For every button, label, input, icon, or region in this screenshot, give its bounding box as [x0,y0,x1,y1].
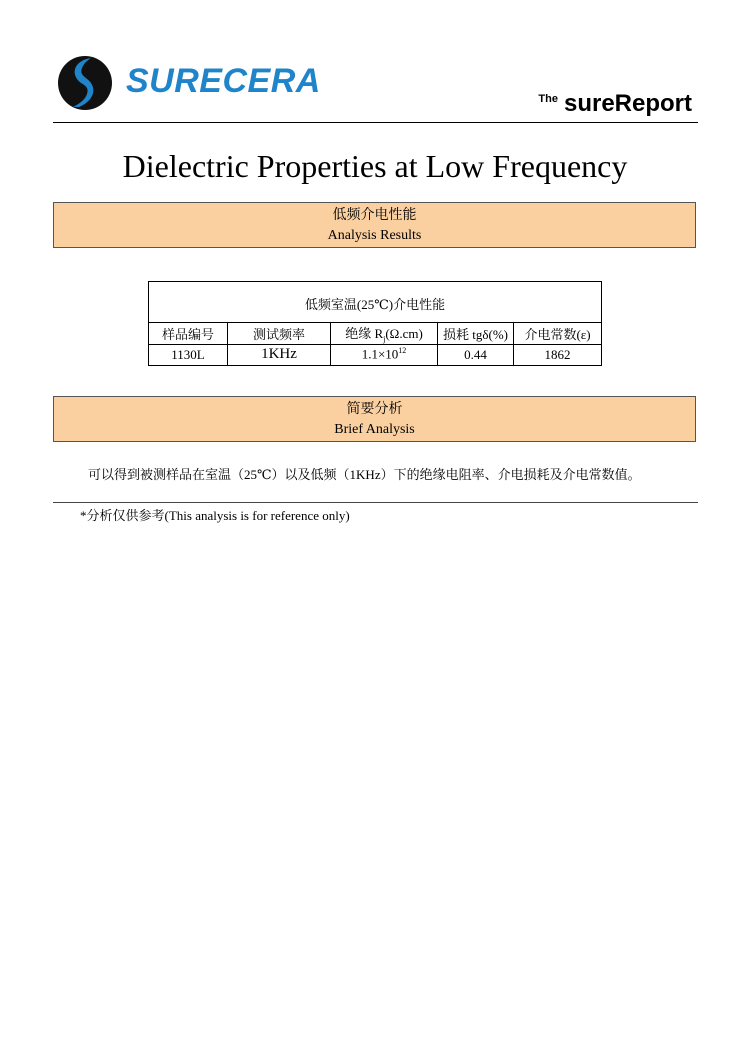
report-prefix: The [538,93,558,105]
table-caption: 低频室温(25℃)介电性能 [149,282,602,323]
brand-name: SURECERA [126,62,321,100]
report-header [53,48,698,123]
section-title-en: Brief Analysis [334,422,415,437]
cell-sample: 1130L [149,344,228,365]
header-sample: 样品编号 [149,323,228,345]
resistivity-value: 1.1×10 [361,346,399,362]
footnote: *分析仅供参考(This analysis is for reference only) [80,508,350,523]
section-title-en: Analysis Results [327,228,422,243]
resistivity-unit: (Ω.cm) [385,326,423,341]
header-frequency: 测试频率 [228,323,331,345]
table-row [149,344,602,365]
resistivity-exponent: 12 [398,346,407,356]
section-brief-analysis [53,396,696,442]
table-header-row [149,323,602,345]
header-permittivity: 介电常数(ε) [514,323,602,345]
section-analysis-results [53,202,696,248]
page-title: Dielectric Properties at Low Frequency [122,148,628,184]
header-divider [53,122,698,123]
section-title-cn: 低频介电性能 [332,208,417,223]
cell-frequency: 1KHz [228,344,331,365]
surecera-logo-icon [57,52,113,114]
resistivity-subscript: j [383,334,386,344]
header-resistivity [331,323,438,345]
cell-loss: 0.44 [438,344,514,365]
cell-resistivity [331,344,438,365]
results-table [148,281,602,366]
section-title-cn: 简要分析 [346,402,403,417]
resistivity-label: 绝缘 R [345,326,384,341]
footnote-divider [53,502,698,503]
cell-permittivity: 1862 [514,344,602,365]
analysis-paragraph: 可以得到被测样品在室温（25℃）以及低频（1KHz）下的绝缘电阻率、介电损耗及介电常数值。 [88,467,641,482]
header-loss: 损耗 tgδ(%) [438,323,514,345]
report-title: sureReport [563,90,692,117]
report-name [538,90,692,118]
